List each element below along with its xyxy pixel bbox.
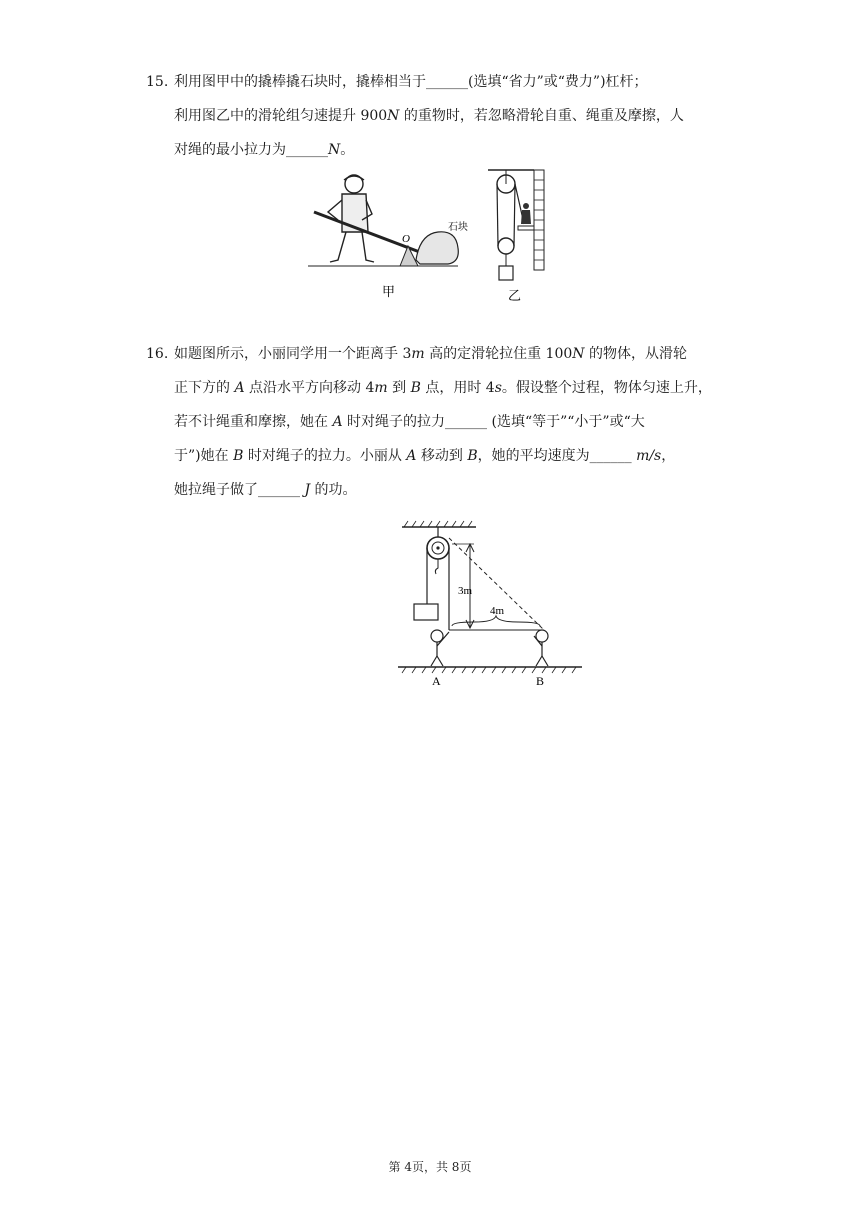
weight-box bbox=[414, 604, 438, 620]
figure-lever-jia bbox=[308, 170, 480, 302]
person-b bbox=[534, 630, 548, 666]
question-number: 15. bbox=[146, 74, 169, 90]
stone-label: 石块 bbox=[448, 222, 468, 233]
question-16-line-4: 于”)她在 B 时对绳子的拉力。小丽从 A 移动到 B，她的平均速度为______ m/s， bbox=[174, 448, 676, 464]
height-label: 3m bbox=[458, 585, 473, 597]
question-number: 16. bbox=[146, 346, 169, 362]
stone bbox=[416, 232, 458, 264]
figure-pulley-walk bbox=[394, 518, 586, 690]
question-16-line-2: 正下方的 A 点沿水平方向移动 4m 到 B 点，用时 4s。假设整个过程，物体匀速上升， bbox=[174, 380, 712, 396]
point-b-label: B bbox=[536, 674, 545, 688]
figure-pulley-yi bbox=[484, 166, 554, 304]
question-16-line-3: 若不计绳重和摩擦，她在 A 时对绳子的拉力______ (选填“等于”“小于”或“大 bbox=[174, 414, 645, 430]
figure-caption-yi: 乙 bbox=[508, 289, 522, 304]
movable-pulley bbox=[498, 238, 514, 254]
question-15-line-1: 利用图甲中的撬棒撬石块时，撬棒相当于______(选填“省力”或“费力”)杠杆； bbox=[174, 74, 648, 90]
person-a bbox=[431, 630, 449, 666]
weight-box bbox=[499, 266, 513, 280]
distance-label: 4m bbox=[490, 605, 505, 617]
question-16-line-5: 她拉绳子做了______ J 的功。 bbox=[174, 482, 357, 498]
point-a-label: A bbox=[432, 674, 441, 688]
page-footer: 第 4页，共 8页 bbox=[388, 1160, 472, 1174]
question-15-line-3: 对绳的最小拉力为______N。 bbox=[174, 142, 355, 158]
figure-caption-jia: 甲 bbox=[382, 285, 396, 300]
pivot-label: O bbox=[402, 233, 410, 245]
question-15-line-2: 利用图乙中的滑轮组匀速提升 900N 的重物时，若忽略滑轮自重、绳重及摩擦，人 bbox=[174, 108, 684, 124]
person-figure bbox=[521, 203, 531, 224]
question-16-line-1: 如题图所示，小丽同学用一个距离手 3m 高的定滑轮拉住重 100N 的物体，从滑轮 bbox=[174, 346, 687, 362]
